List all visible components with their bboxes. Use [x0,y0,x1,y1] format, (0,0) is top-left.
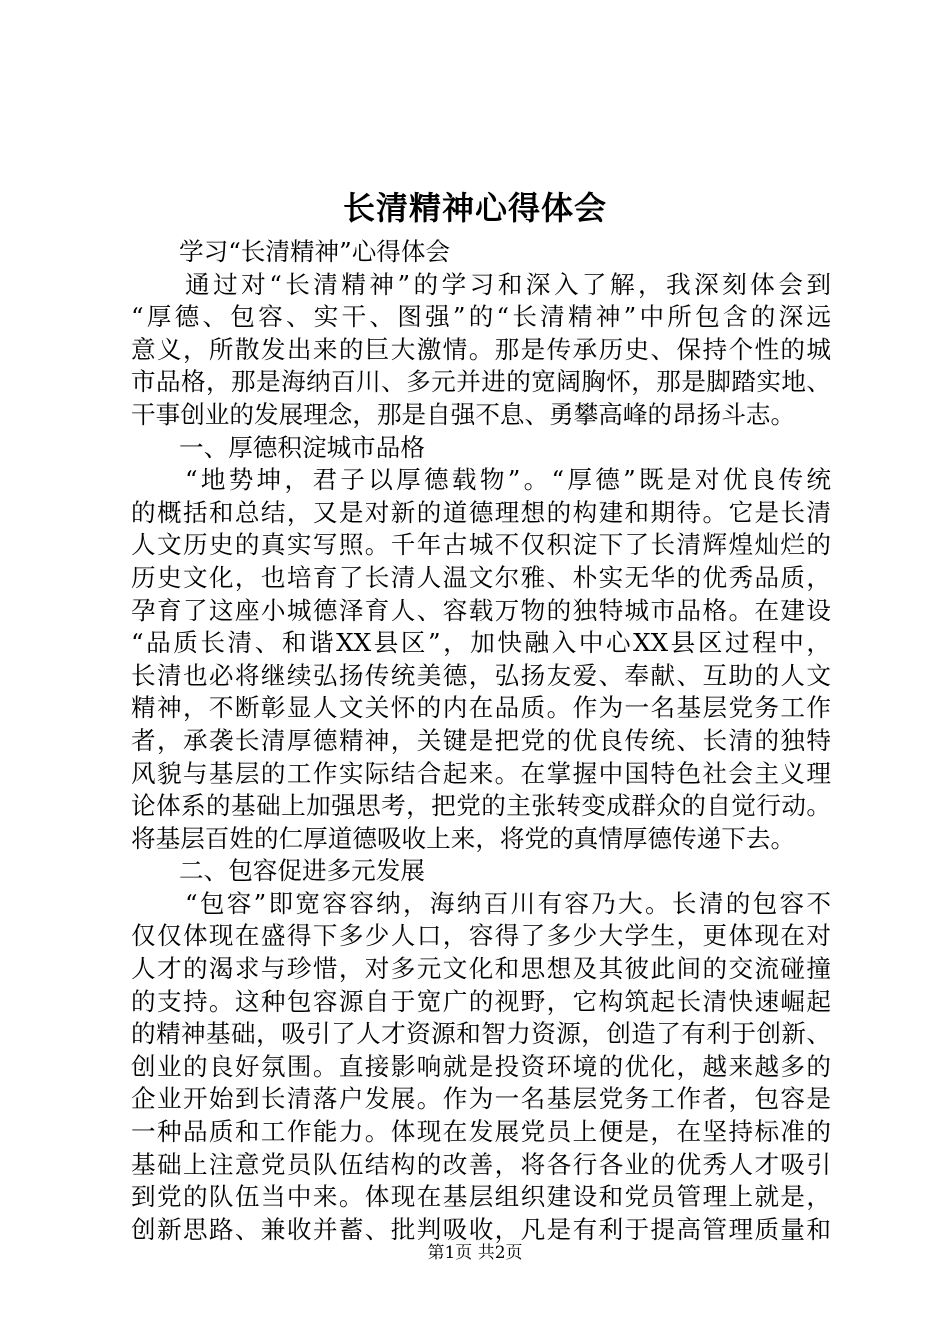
text-line: 一、厚德积淀城市品格 [179,432,425,462]
text-line: 二、包容促进多元发展 [179,856,425,886]
text-line: 的概括和总结，又是对新的道德理想的构建和期待。它是长清 [131,497,831,527]
text-line: 基础上注意党员队伍结构的改善，将各行各业的优秀人才吸引 [131,1149,831,1179]
text-line: 孕育了这座小城德泽育人、容载万物的独特城市品格。在建设 [131,595,831,625]
text-line: 一种品质和工作能力。体现在发展党员上便是，在坚持标准的 [131,1117,831,1147]
text-line: 仅仅体现在盛得下多少人口，容得了多少大学生，更体现在对 [131,921,831,951]
text-line: 风貌与基层的工作实际结合起来。在掌握中国特色社会主义理 [131,758,831,788]
text-line: 企业开始到长清落户发展。作为一名基层党务工作者，包容是 [131,1084,831,1114]
text-line: 人才的渴求与珍惜，对多元文化和思想及其彼此间的交流碰撞 [131,954,831,984]
document-title: 长清精神心得体会 [342,189,607,227]
text-line: 人文历史的真实写照。千年古城不仅积淀下了长清辉煌灿烂的 [131,530,831,560]
text-line: 的支持。这种包容源自于宽广的视野，它构筑起长清快速崛起 [131,986,831,1016]
text-line: 论体系的基础上加强思考，把党的主张转变成群众的自觉行动。 [131,791,831,821]
text-line: “包容”即宽容容纳，海纳百川有容乃大。长清的包容不 [185,888,831,918]
text-line: 市品格，那是海纳百川、多元并进的宽阔胸怀，那是脚踏实地、 [131,367,831,397]
text-line: 意义，所散发出来的巨大激情。那是传承历史、保持个性的城 [131,334,831,364]
text-line: 的精神基础，吸引了人才资源和智力资源，创造了有利于创新、 [131,1019,831,1049]
text-line: “地势坤，君子以厚德载物”。“厚德”既是对优良传统 [185,465,831,495]
text-line: 干事创业的发展理念，那是自强不息、勇攀高峰的昂扬斗志。 [131,399,796,429]
text-line: 将基层百姓的仁厚道德吸收上来，将党的真情厚德传递下去。 [131,823,796,853]
text-line: 学习“长清精神”心得体会 [179,237,451,266]
text-line: 创新思路、兼收并蓄、批判吸收，凡是有利于提高管理质量和 [131,1214,831,1244]
text-line: 者，承袭长清厚德精神，关键是把党的优良传统、长清的独特 [131,725,831,755]
text-line: 到党的队伍当中来。体现在基层组织建设和党员管理上就是， [131,1182,831,1212]
text-line: 创业的良好氛围。直接影响就是投资环境的优化，越来越多的 [131,1051,831,1081]
document-body [131,236,831,1246]
page-footer: 第1页 共2页 [427,1243,523,1263]
text-line: 通过对“长清精神”的学习和深入了解，我深刻体会到 [185,269,831,299]
text-line: 精神，不断彰显人文关怀的内在品质。作为一名基层党务工作 [131,693,831,723]
text-line: 历史文化，也培育了长清人温文尔雅、朴实无华的优秀品质， [131,562,831,592]
text-line: “品质长清、和谐XX县区”，加快融入中心XX县区过程中， [131,628,831,658]
text-line: 长清也必将继续弘扬传统美德，弘扬友爱、奉献、互助的人文 [131,660,831,690]
text-line: “厚德、包容、实干、图强”的“长清精神”中所包含的深远 [131,302,831,332]
